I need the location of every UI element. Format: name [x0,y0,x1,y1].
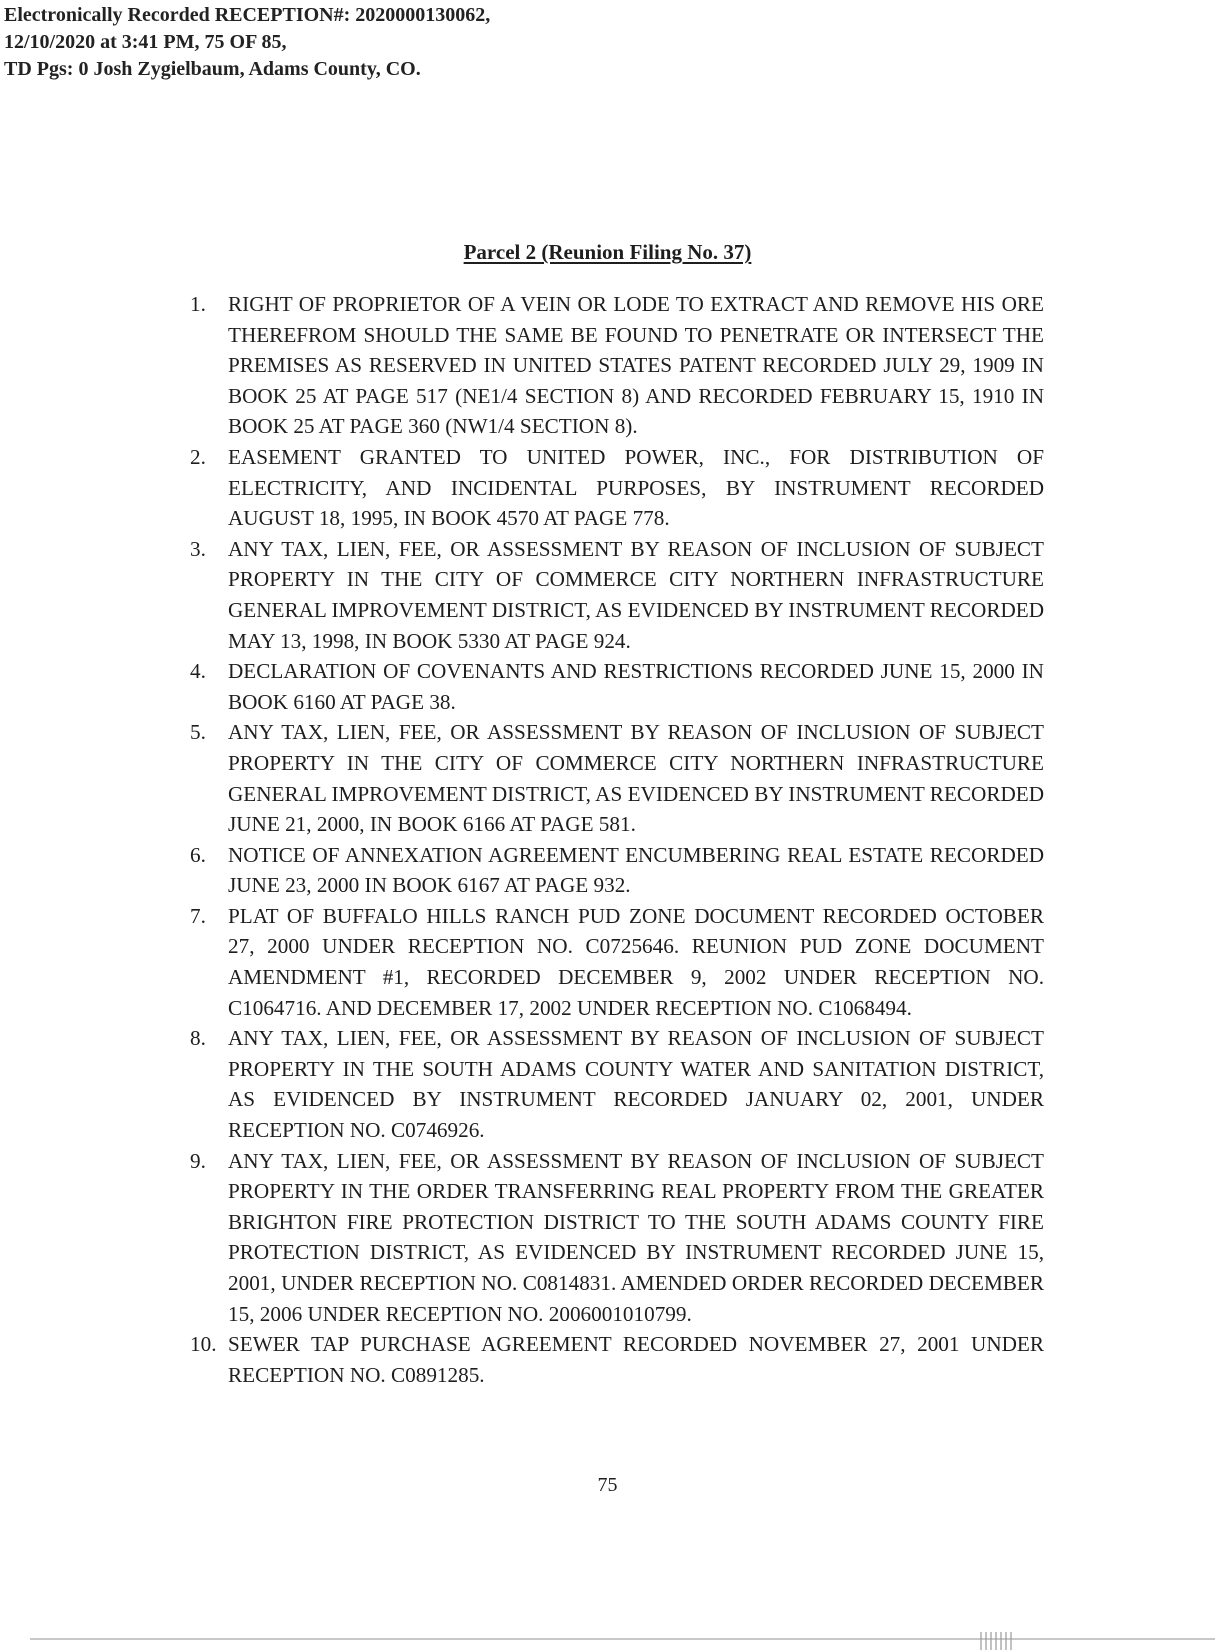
list-item [190,717,1044,839]
scan-edge-line [30,1638,1215,1640]
recording-stamp [4,2,490,83]
section-heading-text: Parcel 2 (Reunion Filing No. 37) [463,240,752,264]
recording-stamp-line-3: TD Pgs: 0 Josh Zygielbaum, Adams County, CO. [4,58,421,80]
scan-artifact-marks [980,1632,1014,1650]
list-item-number: 4. [190,659,206,684]
list-item-text: PLAT OF BUFFALO HILLS RANCH PUD ZONE DOCUMENT RECORDED OCTOBER 27, 2000 UNDER RECEPTION NO. C0725646. REUNION PUD ZONE DOCUMENT AMENDMENT #1, RECORDED DECEMBER 9, 2002 UNDER RECEPTION NO. C1064716. AND DECEMBER 17, 2002 UNDER RECEPTION NO. C1068494. [228,903,1044,1020]
list-item [190,1146,1044,1330]
page-number: 75 [597,1474,618,1496]
list-item-text: ANY TAX, LIEN, FEE, OR ASSESSMENT BY REASON OF INCLUSION OF SUBJECT PROPERTY IN THE CITY OF COMMERCE CITY NORTHERN INFRASTRUCTURE GENERAL IMPROVEMENT DISTRICT, AS EVIDENCED BY INSTRUMENT RECORDED JUNE 21, 2000, IN BOOK 6166 AT PAGE 581. [228,720,1044,837]
list-item-number: 2. [190,444,206,469]
list-item-number: 1. [190,292,206,316]
list-item-number: 5. [190,720,206,745]
list-item-text: SEWER TAP PURCHASE AGREEMENT RECORDED NOVEMBER 27, 2001 UNDER RECEPTION NO. C0891285. [228,1332,1044,1387]
list-item-text: ANY TAX, LIEN, FEE, OR ASSESSMENT BY REASON OF INCLUSION OF SUBJECT PROPERTY IN THE SOUTH ADAMS COUNTY WATER AND SANITATION DISTRICT, AS EVIDENCED BY INSTRUMENT RECORDED JANUARY 02, 2001, UNDER RECEPTION NO. C0746926. [228,1026,1044,1143]
list-item-number: 10. [190,1332,217,1357]
list-item-text: ANY TAX, LIEN, FEE, OR ASSESSMENT BY REASON OF INCLUSION OF SUBJECT PROPERTY IN THE CITY OF COMMERCE CITY NORTHERN INFRASTRUCTURE GENERAL IMPROVEMENT DISTRICT, AS EVIDENCED BY INSTRUMENT RECORDED MAY 13, 1998, IN BOOK 5330 AT PAGE 924. [228,536,1044,653]
list-item [190,534,1044,656]
list-item [190,1023,1044,1145]
list-item-number: 8. [190,1026,206,1051]
list-item-text: EASEMENT GRANTED TO UNITED POWER, INC., FOR DISTRIBUTION OF ELECTRICITY, AND INCIDENTAL PURPOSES, BY INSTRUMENT RECORDED AUGUST 18, 1995, IN BOOK 4570 AT PAGE 778. [228,444,1044,531]
list-item-text: ANY TAX, LIEN, FEE, OR ASSESSMENT BY REASON OF INCLUSION OF SUBJECT PROPERTY IN THE ORDER TRANSFERRING REAL PROPERTY FROM THE GREATER BRIGHTON FIRE PROTECTION DISTRICT TO THE SOUTH ADAMS COUNTY FIRE PROTECTION DISTRICT, AS EVIDENCED BY INSTRUMENT RECORDED JUNE 15, 2001, UNDER RECEPTION NO. C0814831. AMENDED ORDER RECORDED DECEMBER 15, 2006 UNDER RECEPTION NO. 2006001010799. [228,1148,1044,1326]
exceptions-list [190,289,1044,1390]
list-item [190,1329,1044,1390]
recording-stamp-line-2: 12/10/2020 at 3:41 PM, 75 OF 85, [4,31,287,53]
list-item-text: DECLARATION OF COVENANTS AND RESTRICTIONS RECORDED JUNE 15, 2000 IN BOOK 6160 AT PAGE 38. [228,659,1044,714]
list-item [190,901,1044,1023]
list-item [190,840,1044,901]
list-item-number: 6. [190,842,206,867]
recording-stamp-line-1: Electronically Recorded RECEPTION#: 2020000130062, [4,4,491,26]
list-item [190,442,1044,534]
list-item [190,289,1044,442]
list-item-number: 3. [190,536,206,561]
list-item [190,656,1044,717]
list-item-text: NOTICE OF ANNEXATION AGREEMENT ENCUMBERING REAL ESTATE RECORDED JUNE 23, 2000 IN BOOK 6167 AT PAGE 932. [228,842,1044,898]
list-item-text: RIGHT OF PROPRIETOR OF A VEIN OR LODE TO EXTRACT AND REMOVE HIS ORE THEREFROM SHOULD THE SAME BE FOUND TO PENETRATE OR INTERSECT THE PREMISES AS RESERVED IN UNITED STATES PATENT RECORDED JULY 29, 1909 IN BOOK 25 AT PAGE 517 (NE1/4 SECTION 8) AND RECORDED FEBRUARY 15, 1910 IN BOOK 25 AT PAGE 360 (NW1/4 SECTION 8). [228,292,1044,439]
list-item-number: 9. [190,1148,206,1173]
list-item-number: 7. [190,903,206,928]
section-heading [0,240,1215,265]
